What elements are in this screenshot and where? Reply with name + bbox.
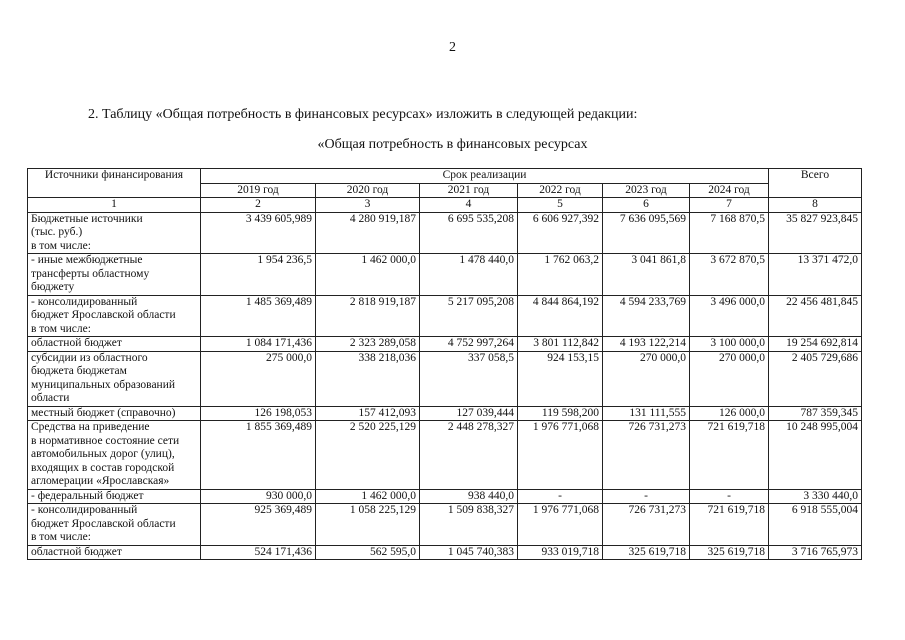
source-label — [28, 504, 201, 546]
year-value-cell: 5 217 095,208 — [420, 295, 518, 337]
year-value-cell: 3 672 870,5 — [690, 254, 769, 296]
column-index: 4 — [420, 198, 518, 213]
total-value-cell: 19 254 692,814 — [769, 337, 862, 352]
year-value-cell: 1 084 171,436 — [201, 337, 316, 352]
year-header: 2020 год — [316, 183, 420, 198]
source-label-line: в том числе: — [31, 322, 91, 335]
source-label-line: (тыс. руб.) — [31, 226, 83, 238]
total-value-cell: 35 827 923,845 — [769, 212, 862, 254]
year-value-cell: 726 731,273 — [603, 421, 690, 490]
year-value-cell: 1 855 369,489 — [201, 421, 316, 490]
year-value-cell: 126 198,053 — [201, 406, 316, 421]
source-label-line: бюджета бюджетам — [31, 365, 127, 377]
source-header: Источники финансирования — [28, 169, 201, 198]
year-value-cell: - — [603, 489, 690, 504]
table-body — [28, 198, 862, 560]
table-row — [28, 254, 862, 296]
year-value-cell: 3 439 605,989 — [201, 212, 316, 254]
source-label-line: - консолидированный — [31, 504, 138, 516]
source-label-line: агломерации «Ярославская» — [31, 475, 170, 487]
year-value-cell: 3 496 000,0 — [690, 295, 769, 337]
source-label-line: - консолидированный — [31, 295, 138, 308]
source-label-line: области — [31, 392, 70, 404]
source-label — [28, 421, 201, 490]
year-value-cell: 2 448 278,327 — [420, 421, 518, 490]
page-number: 2 — [449, 40, 456, 55]
year-header: 2019 год — [201, 183, 316, 198]
year-value-cell: 1 509 838,327 — [420, 504, 518, 546]
year-value-cell: 1 462 000,0 — [316, 489, 420, 504]
source-label — [28, 489, 201, 504]
year-value-cell: 4 844 864,192 — [518, 295, 603, 337]
table-row — [28, 545, 862, 560]
column-index: 7 — [690, 198, 769, 213]
year-header: 2024 год — [690, 183, 769, 198]
table-row — [28, 421, 862, 490]
year-value-cell: 1 976 771,068 — [518, 421, 603, 490]
source-label-line: - федеральный бюджет — [31, 489, 144, 502]
source-label-line: Средства на приведение — [31, 421, 150, 433]
source-label-line: входящих в состав городской — [31, 461, 175, 474]
source-label-line: субсидии из областного — [31, 351, 148, 364]
year-value-cell: 930 000,0 — [201, 489, 316, 504]
year-value-cell: 1 462 000,0 — [316, 254, 420, 296]
year-value-cell: 1 954 236,5 — [201, 254, 316, 296]
source-label-line: местный бюджет (справочно) — [31, 406, 176, 419]
source-label-line: муниципальных образований — [31, 378, 176, 391]
column-index: 1 — [28, 198, 201, 213]
year-value-cell: 1 058 225,129 — [316, 504, 420, 546]
source-label — [28, 545, 201, 560]
source-label-line: бюджет Ярославской области — [31, 517, 176, 530]
year-value-cell: 2 818 919,187 — [316, 295, 420, 337]
year-value-cell: 126 000,0 — [690, 406, 769, 421]
year-value-cell: - — [518, 489, 603, 504]
column-index: 8 — [769, 198, 862, 213]
column-index: 2 — [201, 198, 316, 213]
year-value-cell: 157 412,093 — [316, 406, 420, 421]
total-value-cell: 13 371 472,0 — [769, 254, 862, 296]
source-label-line: бюджет Ярославской области — [31, 309, 176, 321]
table-row — [28, 489, 862, 504]
year-value-cell: 325 619,718 — [603, 545, 690, 560]
total-value-cell: 22 456 481,845 — [769, 295, 862, 337]
source-label — [28, 212, 201, 254]
year-value-cell: 275 000,0 — [201, 351, 316, 406]
source-label — [28, 406, 201, 421]
year-value-cell: 119 598,200 — [518, 406, 603, 421]
total-value-cell: 787 359,345 — [769, 406, 862, 421]
year-header: 2023 год — [603, 183, 690, 198]
year-value-cell: 7 168 870,5 — [690, 212, 769, 254]
total-value-cell: 6 918 555,004 — [769, 504, 862, 546]
year-value-cell: 938 440,0 — [420, 489, 518, 504]
year-value-cell: 924 153,15 — [518, 351, 603, 406]
year-value-cell: 1 045 740,383 — [420, 545, 518, 560]
year-value-cell: 1 762 063,2 — [518, 254, 603, 296]
column-index: 3 — [316, 198, 420, 213]
table-row — [28, 406, 862, 421]
year-value-cell: 325 619,718 — [690, 545, 769, 560]
source-label-line: областной бюджет — [31, 545, 122, 558]
year-value-cell: 562 595,0 — [316, 545, 420, 560]
column-index-row — [28, 198, 862, 213]
year-value-cell: 925 369,489 — [201, 504, 316, 546]
table-row — [28, 295, 862, 337]
table-row — [28, 337, 862, 352]
year-value-cell: 270 000,0 — [603, 351, 690, 406]
source-label-line: бюджету — [31, 281, 75, 293]
year-value-cell: 1 485 369,489 — [201, 295, 316, 337]
total-value-cell: 3 716 765,973 — [769, 545, 862, 560]
source-label-line: в нормативное состояние сети — [31, 434, 180, 447]
year-header: 2021 год — [420, 183, 518, 198]
column-index: 5 — [518, 198, 603, 213]
year-value-cell: 3 801 112,842 — [518, 337, 603, 352]
year-header: 2022 год — [518, 183, 603, 198]
source-label — [28, 337, 201, 352]
year-value-cell: 338 218,036 — [316, 351, 420, 406]
source-label-line: в том числе: — [31, 239, 91, 252]
year-value-cell: 726 731,273 — [603, 504, 690, 546]
source-label-line: в том числе: — [31, 531, 91, 543]
year-value-cell: 4 594 233,769 — [603, 295, 690, 337]
year-value-cell: 933 019,718 — [518, 545, 603, 560]
header-row — [28, 169, 862, 184]
source-label-line: областной бюджет — [31, 337, 122, 349]
year-value-cell: 337 058,5 — [420, 351, 518, 406]
year-value-cell: 721 619,718 — [690, 504, 769, 546]
year-value-cell: 524 171,436 — [201, 545, 316, 560]
financial-needs-table — [27, 168, 862, 560]
year-value-cell: 4 280 919,187 — [316, 212, 420, 254]
year-value-cell: 131 111,555 — [603, 406, 690, 421]
year-value-cell: 127 039,444 — [420, 406, 518, 421]
year-value-cell: 7 636 095,569 — [603, 212, 690, 254]
total-value-cell: 10 248 995,004 — [769, 421, 862, 490]
period-header: Срок реализации — [201, 169, 769, 184]
year-value-cell: 4 193 122,214 — [603, 337, 690, 352]
year-value-cell: 3 041 861,8 — [603, 254, 690, 296]
source-label-line: автомобильных дорог (улиц), — [31, 448, 175, 460]
total-value-cell: 2 405 729,686 — [769, 351, 862, 406]
year-value-cell: 2 323 289,058 — [316, 337, 420, 352]
year-value-cell: 1 976 771,068 — [518, 504, 603, 546]
year-value-cell: 2 520 225,129 — [316, 421, 420, 490]
year-value-cell: - — [690, 489, 769, 504]
source-label — [28, 295, 201, 337]
column-index: 6 — [603, 198, 690, 213]
year-value-cell: 4 752 997,264 — [420, 337, 518, 352]
year-value-cell: 1 478 440,0 — [420, 254, 518, 296]
table-row — [28, 212, 862, 254]
year-value-cell: 3 100 000,0 — [690, 337, 769, 352]
source-label-line: трансферты областному — [31, 267, 150, 280]
source-label-line: Бюджетные источники — [31, 212, 143, 225]
year-value-cell: 721 619,718 — [690, 421, 769, 490]
table-row — [28, 351, 862, 406]
total-header: Всего — [769, 169, 862, 198]
table-row — [28, 504, 862, 546]
year-value-cell: 6 695 535,208 — [420, 212, 518, 254]
total-value-cell: 3 330 440,0 — [769, 489, 862, 504]
year-value-cell: 6 606 927,392 — [518, 212, 603, 254]
instruction-text: 2. Таблицу «Общая потребность в финансовых ресурсах» изложить в следующей редакции: — [88, 107, 638, 122]
table-title: «Общая потребность в финансовых ресурсах — [317, 137, 588, 152]
year-value-cell: 270 000,0 — [690, 351, 769, 406]
source-label-line: - иные межбюджетные — [31, 254, 143, 266]
source-label — [28, 254, 201, 296]
source-label — [28, 351, 201, 406]
